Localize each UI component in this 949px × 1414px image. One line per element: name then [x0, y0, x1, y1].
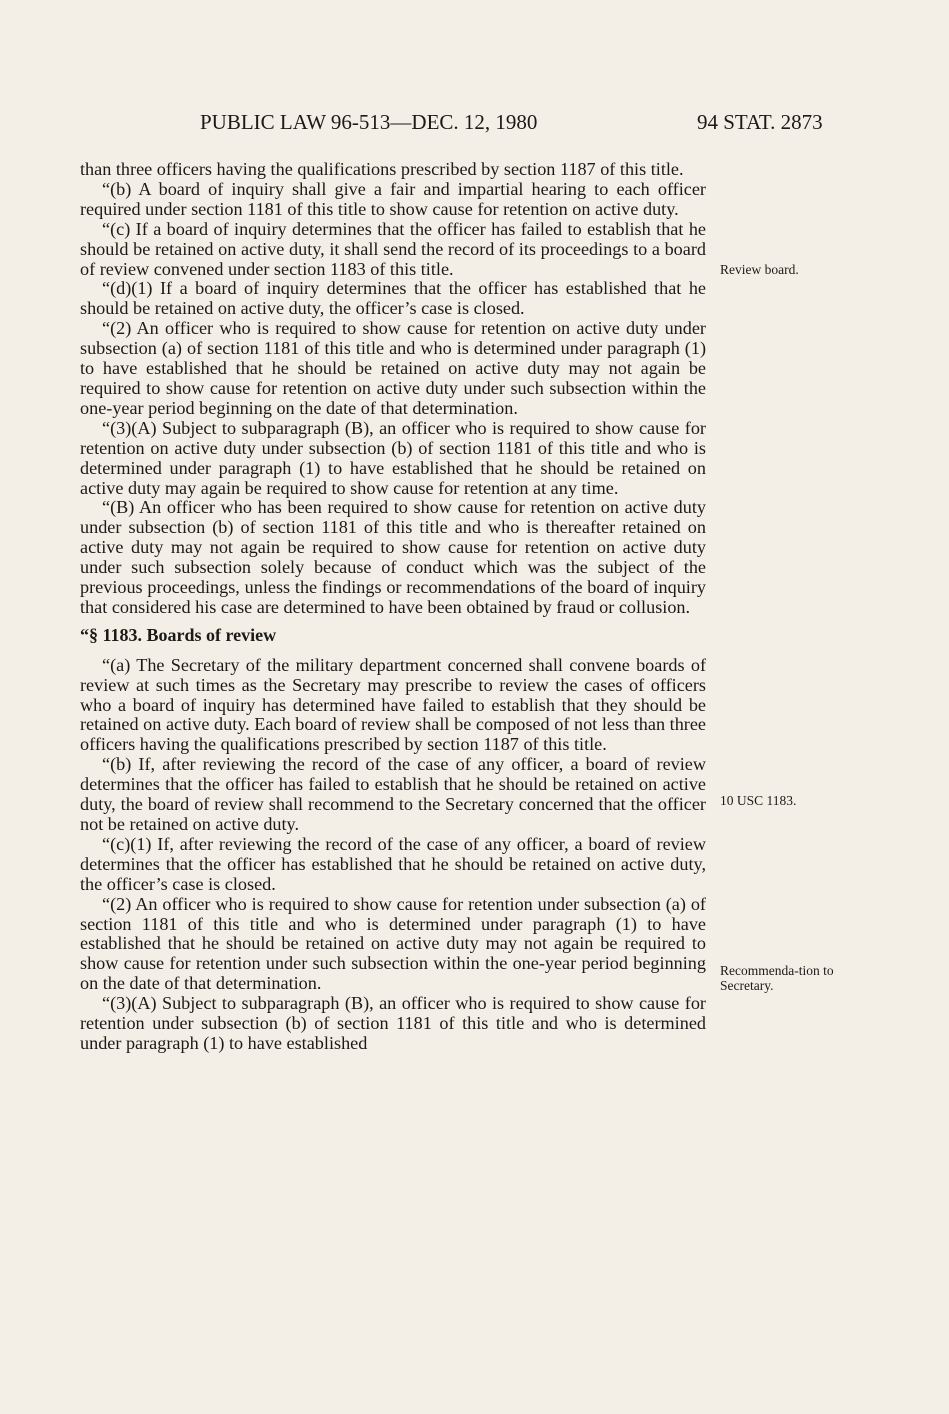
section-heading: “§ 1183. Boards of review [80, 624, 277, 645]
paragraph: “(c)(1) If, after reviewing the record of the case of any officer, a board of review determines that the officer has established that he should be retained on active duty, the officer’s case is closed. [80, 833, 706, 894]
paragraph: “(b) If, after reviewing the record of the case of any officer, a board of review determines that the officer has failed to establish that he should be retained on active duty, the board of review shall recommend to the Secretary concerned that the officer not be retained on active duty. [80, 754, 706, 834]
paragraph: “(3)(A) Subject to subparagraph (B), an officer who is required to show cause for retention under subsection (b) of section 1181 of this title and who is determined under paragraph (1) to have established [80, 993, 706, 1053]
body-text [80, 160, 706, 1054]
paragraph: “(2) An officer who is required to show cause for retention under subsection (a) of section 1181 of this title and who is determined under paragraph (1) to have established that he should be retained on active duty may not again be required to show cause for retention under such subsection within the one-year period beginning on the date of that determination. [80, 893, 706, 994]
paragraph: “(a) The Secretary of the military department concerned shall convene boards of review at such times as the Secretary may prescribe to review the cases of officers who a board of inquiry has determined have failed to establish that they should be retained on active duty. Each board of review shall be composed of not less than three officers having the qualifications prescribed by section 1187 of this title. [80, 654, 706, 755]
page-header-title: PUBLIC LAW 96-513—DEC. 12, 1980 [200, 110, 538, 134]
paragraph: “(d)(1) If a board of inquiry determines that the officer has established that he should be retained on active duty, the officer’s case is closed. [80, 278, 706, 319]
paragraph: “(b) A board of inquiry shall give a fair and impartial hearing to each officer required under section 1181 of this title to show cause for retention on active duty. [80, 178, 706, 219]
paragraph: than three officers having the qualifications prescribed by section 1187 of this title. [80, 159, 684, 179]
paragraph: “(B) An officer who has been required to show cause for retention on active duty under subsection (b) of section 1181 of this title and who is thereafter retained on active duty may not again be required to show cause for retention on active duty under such subsection solely because of conduct which was the subject of the previous proceedings, unless the findings or recommendations of the board of inquiry that considered his case are determined to have been obtained by fraud or collusion. [80, 497, 706, 617]
paragraph: “(c) If a board of inquiry determines that the officer has failed to establish that he should be retained on active duty, it shall send the record of its proceedings to a board of review convened under section 1183 of this title. [80, 218, 706, 279]
margin-note-usc-1183: 10 USC 1183. [720, 793, 797, 808]
page-header-stat: 94 STAT. 2873 [697, 110, 823, 134]
paragraph: “(2) An officer who is required to show cause for retention on active duty under subsection (a) of section 1181 of this title and who is determined under paragraph (1) to have established that he should be retained on active duty may not again be required to show cause for retention on active duty under such subsection within the one-year period beginning on the date of that determination. [80, 318, 706, 418]
margin-note-review-board: Review board. [720, 262, 799, 277]
margin-note-recommendation: Recommenda-tion to Secretary. [720, 963, 834, 993]
paragraph: “(3)(A) Subject to subparagraph (B), an officer who is required to show cause for retention on active duty under subsection (b) of section 1181 of this title and who is determined under paragraph (1) to have established that he should be retained on active duty may again be required to show cause for retention at any time. [80, 417, 706, 498]
